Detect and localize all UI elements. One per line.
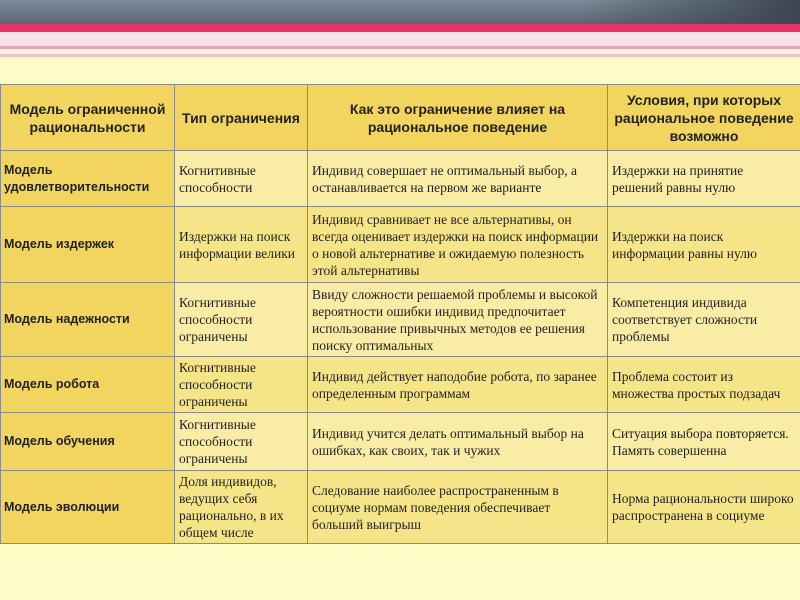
slide-light-stripe [0, 32, 800, 46]
table-row [1, 151, 800, 207]
slide-pink-stripe [0, 24, 800, 32]
table-row [1, 413, 800, 471]
table-row [1, 471, 800, 544]
table-row [1, 357, 800, 413]
row-effect: Индивид действует наподобие робота, по заранее определенным программам [308, 357, 608, 413]
row-model: Модель робота [1, 357, 175, 413]
row-conditions: Ситуация выбора повторяется. Память совершенна [608, 413, 800, 471]
header-constraint-type: Тип ограничения [175, 85, 308, 151]
table-row [1, 283, 800, 357]
row-effect: Индивид сравнивает не все альтернативы, он всегда оценивает издержки на поиск информации о новой альтернативе и ожидаемую полезность этой альтернативы [308, 207, 608, 283]
row-type: Издержки на поиск информации велики [175, 207, 308, 283]
row-type: Когнитивные способности ограничены [175, 283, 308, 357]
rationality-models-table [0, 84, 800, 544]
row-effect: Индивид совершает не оптимальный выбор, а останавливается на первом же варианте [308, 151, 608, 207]
row-effect: Ввиду сложности решаемой проблемы и высокой вероятности ошибки индивид предпочитает использование привычных методов ее решения поиску оптимальных [308, 283, 608, 357]
header-conditions: Условия, при которых рациональное поведение возможно [608, 85, 800, 151]
row-model: Модель обучения [1, 413, 175, 471]
row-type: Когнитивные способности ограничены [175, 413, 308, 471]
row-effect: Индивид учится делать оптимальный выбор на ошибках, как своих, так и чужих [308, 413, 608, 471]
header-effect: Как это ограничение влияет на рациональное поведение [308, 85, 608, 151]
row-conditions: Проблема состоит из множества простых подзадач [608, 357, 800, 413]
table-row [1, 207, 800, 283]
row-effect: Следование наиболее распространенным в социуме нормам поведения обеспечивает больший выигрыш [308, 471, 608, 544]
slide-bottom-stripe [0, 54, 800, 57]
slide-top-bar-shade [580, 0, 800, 24]
table-header-row [1, 85, 800, 151]
row-type: Когнитивные способности ограничены [175, 357, 308, 413]
row-model: Модель издержек [1, 207, 175, 283]
row-conditions: Компетенция индивида соответствует сложности проблемы [608, 283, 800, 357]
row-conditions: Издержки на поиск информации равны нулю [608, 207, 800, 283]
row-model: Модель удовлетворительности [1, 151, 175, 207]
row-conditions: Издержки на принятие решений равны нулю [608, 151, 800, 207]
header-model: Модель ограниченной рациональности [1, 85, 175, 151]
row-conditions: Норма рациональности широко распространена в социуме [608, 471, 800, 544]
row-type: Доля индивидов, ведущих себя рационально, в их общем числе [175, 471, 308, 544]
row-type: Когнитивные способности [175, 151, 308, 207]
row-model: Модель надежности [1, 283, 175, 357]
row-model: Модель эволюции [1, 471, 175, 544]
